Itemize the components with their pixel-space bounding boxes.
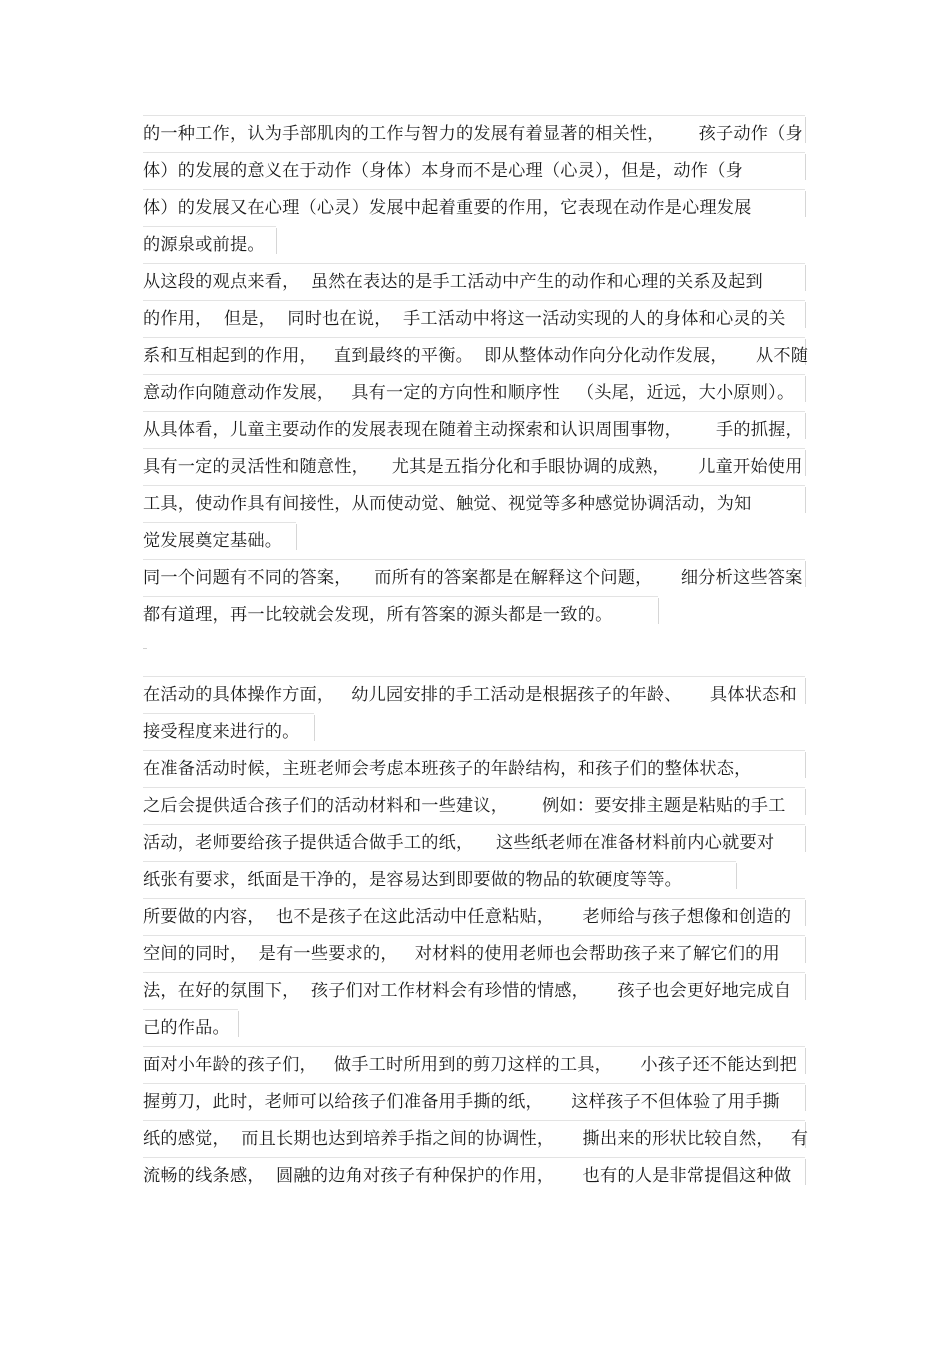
line-rule — [143, 1046, 805, 1047]
line-edge — [805, 900, 806, 926]
line-edge — [805, 154, 806, 180]
line-rule — [143, 189, 805, 190]
paragraph-first-line: 同一个问题有不同的答案， 而所有的答案都是在解释这个问题， 细分析这些答案 — [143, 568, 803, 588]
text-line: 觉发展奠定基础。 — [143, 531, 283, 551]
line-edge — [805, 678, 806, 704]
paragraph-first-line: 所要做的内容， 也不是孩子在这此活动中任意粘贴， 老师给与孩子想像和创造的 — [143, 907, 792, 927]
line-rule — [143, 337, 805, 338]
line-rule — [143, 861, 736, 862]
line-edge — [296, 524, 297, 550]
line-rule — [143, 411, 805, 412]
scan-mark — [143, 648, 147, 649]
line-rule — [143, 676, 805, 677]
line-edge — [805, 191, 806, 217]
text-line: 系和互相起到的作用， 直到最终的平衡。 即从整体动作向分化动作发展， 从不随 — [143, 346, 809, 366]
text-line: 空间的同时， 是有一些要求的， 对材料的使用老师也会帮助孩子来了解它们的用 — [143, 944, 780, 964]
text-line: 体）的发展又在心理（心灵）发展中起着重要的作用，它表现在动作是心理发展 — [143, 198, 752, 218]
line-rule — [143, 972, 805, 973]
line-rule — [143, 1009, 238, 1010]
line-rule — [143, 152, 805, 153]
line-rule — [143, 596, 658, 597]
line-rule — [143, 485, 805, 486]
line-edge — [805, 752, 806, 778]
line-edge — [805, 117, 806, 143]
line-rule — [143, 300, 805, 301]
text-line: 接受程度来进行的。 — [143, 722, 300, 742]
text-line: 意动作向随意动作发展， 具有一定的方向性和顺序性 （头尾，近远，大小原则）。 — [143, 383, 795, 403]
line-edge — [736, 863, 737, 889]
text-line: 之后会提供适合孩子们的活动材料和一些建议， 例如：要安排主题是粘贴的手工 — [143, 796, 786, 816]
line-edge — [805, 1085, 806, 1111]
text-line: 的作用， 但是， 同时也在说， 手工活动中将这一活动实现的人的身体和心灵的关 — [143, 309, 786, 329]
text-line: 握剪刀，此时，老师可以给孩子们准备用手撕的纸， 这样孩子不但体验了用手撕 — [143, 1092, 780, 1112]
line-edge — [276, 228, 277, 254]
line-rule — [143, 559, 805, 560]
line-edge — [805, 789, 806, 815]
line-rule — [143, 1120, 805, 1121]
line-edge — [805, 265, 806, 291]
line-edge — [238, 1011, 239, 1037]
text-line: 的源泉或前提。 — [143, 235, 265, 255]
text-line: 具有一定的灵活性和随意性， 尤其是五指分化和手眼协调的成熟， 儿童开始使用 — [143, 457, 803, 477]
line-rule — [143, 824, 805, 825]
paragraph-first-line: 在活动的具体操作方面， 幼儿园安排的手工活动是根据孩子的年龄、 具体状态和 — [143, 685, 797, 705]
line-rule — [143, 713, 314, 714]
text-line: 都有道理，再一比较就会发现，所有答案的源头都是一致的。 — [143, 605, 613, 625]
line-rule — [143, 750, 805, 751]
text-line: 体）的发展的意义在于动作（身体）本身而不是心理（心灵），但是，动作（身 — [143, 161, 743, 181]
line-rule — [143, 448, 805, 449]
text-line: 工具，使动作具有间接性，从而使动觉、触觉、视觉等多种感觉协调活动，为知 — [143, 494, 752, 514]
text-line: 流畅的线条感， 圆融的边角对孩子有种保护的作用， 也有的人是非常提倡这种做 — [143, 1166, 792, 1186]
line-edge — [805, 974, 806, 1000]
text-line: 纸张有要求，纸面是干净的，是容易达到即要做的物品的软硬度等等。 — [143, 870, 683, 890]
text-line: 法，在好的氛围下， 孩子们对工作材料会有珍惜的情感， 孩子也会更好地完成自 — [143, 981, 792, 1001]
text-line: 活动，老师要给孩子提供适合做手工的纸， 这些纸老师在准备材料前内心就要对 — [143, 833, 775, 853]
line-rule — [143, 935, 805, 936]
line-edge — [805, 826, 806, 852]
line-edge — [805, 937, 806, 963]
line-rule — [143, 115, 805, 116]
line-rule — [143, 226, 276, 227]
line-edge — [805, 376, 806, 402]
paragraph-first-line: 面对小年龄的孩子们， 做手工时所用到的剪刀这样的工具， 小孩子还不能达到把 — [143, 1055, 797, 1075]
line-edge — [658, 598, 659, 624]
line-edge — [805, 561, 806, 587]
line-edge — [805, 302, 806, 328]
line-edge — [805, 487, 806, 513]
line-rule — [143, 374, 805, 375]
line-edge — [314, 715, 315, 741]
line-rule — [143, 1157, 805, 1158]
paragraph-first-line: 的一种工作，认为手部肌肉的工作与智力的发展有着显著的相关性， 孩子动作（身 — [143, 124, 803, 144]
text-line: 己的作品。 — [143, 1018, 230, 1038]
line-edge — [805, 1048, 806, 1074]
line-rule — [143, 522, 296, 523]
line-rule — [143, 1083, 805, 1084]
line-edge — [805, 450, 806, 476]
line-rule — [143, 787, 805, 788]
line-rule — [143, 263, 805, 264]
paragraph-first-line: 在准备活动时候，主班老师会考虑本班孩子的年龄结构，和孩子们的整体状态， — [143, 759, 752, 779]
line-rule — [143, 898, 805, 899]
paragraph-first-line: 从这段的观点来看， 虽然在表达的是手工活动中产生的动作和心理的关系及起到 — [143, 272, 763, 292]
line-edge — [805, 413, 806, 439]
paragraph-first-line: 从具体看，儿童主要动作的发展表现在随着主动探索和认识周围事物， 手的抓握， — [143, 420, 803, 440]
line-edge — [805, 1159, 806, 1185]
text-line: 纸的感觉， 而且长期也达到培养手指之间的协调性， 撕出来的形状比较自然， 有 — [143, 1129, 809, 1149]
